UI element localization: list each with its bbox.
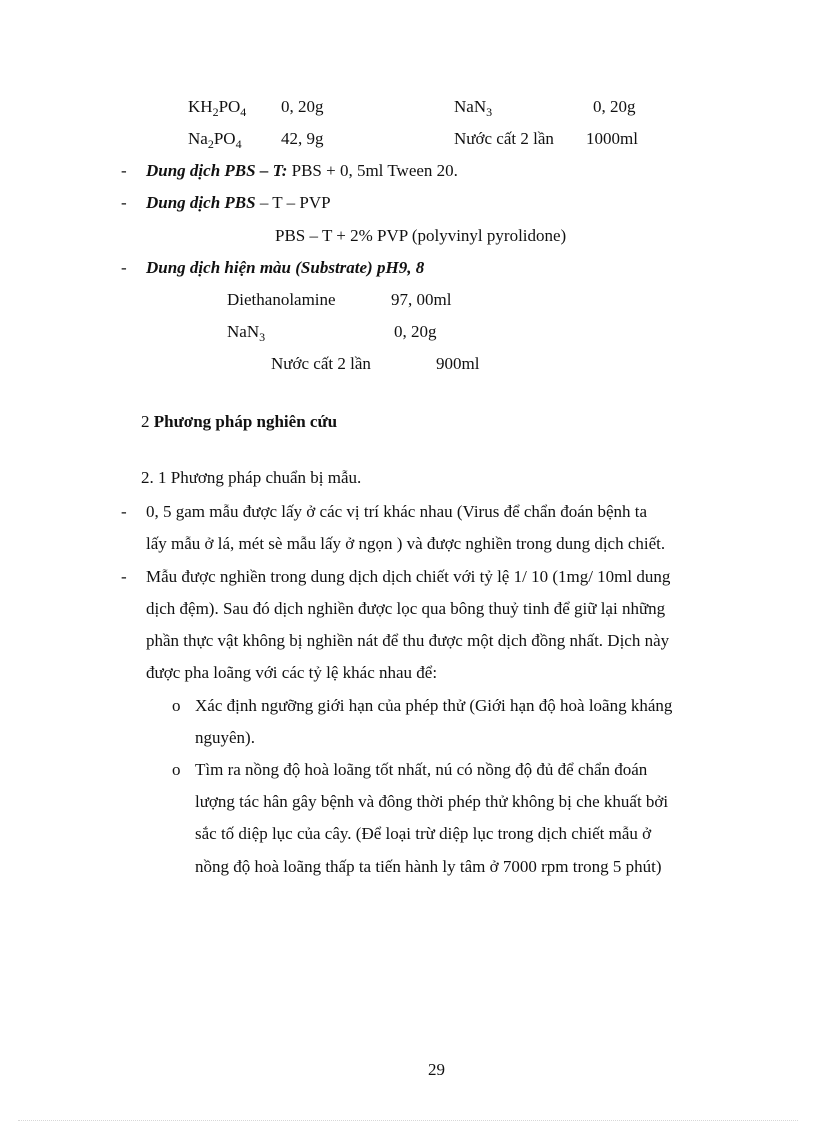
pbs-t-pvp-line (146, 194, 331, 211)
reagent-subscript: 2 (212, 105, 219, 119)
reagent-name-part: NaN (454, 97, 487, 116)
reagent-subscript: 4 (240, 105, 247, 119)
reagent-na2po4 (188, 129, 242, 151)
sub-bullet-line: Tìm ra nồng độ hoà loãng tốt nhất, nú có nồng độ đủ để chẩn đoán (195, 760, 648, 779)
reagent-distilled-water-amount: 1000ml (586, 129, 638, 148)
substrate-label: Dung dịch hiện màu (Substrate) pH9, 8 (146, 258, 425, 277)
pbs-t-pvp-text: – T – PVP (255, 193, 331, 212)
substrate-name-part: NaN (227, 322, 260, 341)
reagent-subscript: 2 (207, 137, 214, 151)
sub-bullet-marker: o (172, 760, 181, 779)
sub-bullet-line: Xác định ngưỡng giới hạn của phép thử (Giới hạn độ hoà loãng kháng (195, 696, 673, 715)
pbs-t-pvp-formula: PBS – T + 2% PVP (polyvinyl pyrolidone) (275, 226, 567, 245)
section-heading (141, 413, 337, 430)
page-number: 29 (428, 1060, 445, 1079)
sub-bullet-line: lượng tác hân gây bệnh và đông thời phép thử không bị che khuất bởi (195, 792, 669, 811)
bullet-dash: - (121, 258, 127, 277)
paragraph-line: phần thực vật không bị nghiền nát để thu được một dịch đồng nhất. Dịch này (146, 631, 670, 650)
sub-bullet-line: nồng độ hoà loãng thấp ta tiến hành ly tâm ở 7000 rpm trong 5 phút) (195, 857, 662, 876)
bullet-dash: - (121, 193, 127, 212)
substrate-item-amount: 900ml (436, 354, 480, 373)
reagent-name-part: PO (218, 97, 241, 116)
reagent-name-part: PO (213, 129, 236, 148)
reagent-distilled-water: Nước cất 2 lần (454, 129, 554, 148)
reagent-name-part: KH (188, 97, 213, 116)
reagent-nan3 (454, 97, 493, 119)
reagent-na2po4-amount: 42, 9g (281, 129, 324, 148)
paragraph-line: lấy mẫu ở lá, mét sè mẫu lấy ở ngọn ) và được nghiền trong dung dịch chiết. (146, 534, 666, 553)
subsection-heading: 2. 1 Phương pháp chuẩn bị mẫu. (141, 468, 362, 487)
section-number: 2 (141, 412, 154, 431)
reagent-kh2po4-amount: 0, 20g (281, 97, 324, 116)
paragraph-line: Mẫu được nghiền trong dung dịch dịch chiết với tỷ lệ 1/ 10 (1mg/ 10ml dung (146, 567, 671, 586)
pbs-t-pvp-label: Dung dịch PBS (146, 193, 256, 212)
substrate-item-name (227, 322, 266, 344)
pbs-t-line (146, 162, 458, 179)
reagent-nan3-amount: 0, 20g (593, 97, 636, 116)
bullet-dash: - (121, 502, 127, 521)
sub-bullet-line: sắc tố diệp lục của cây. (Để loại trừ diệp lục trong dịch chiết mẫu ở (195, 824, 652, 843)
reagent-subscript: 3 (486, 105, 493, 119)
bullet-dash: - (121, 567, 127, 586)
substrate-item-name: Diethanolamine (227, 290, 336, 309)
substrate-item-amount: 0, 20g (394, 322, 437, 341)
substrate-item-amount: 97, 00ml (391, 290, 452, 309)
page-bottom-rule (18, 1120, 798, 1121)
reagent-subscript: 4 (235, 137, 242, 151)
paragraph-line: dịch đệm). Sau đó dịch nghiền được lọc qua bông thuỷ tinh để giữ lại những (146, 599, 666, 618)
reagent-name-part: Na (188, 129, 208, 148)
paragraph-line: được pha loãng với các tỷ lệ khác nhau để: (146, 663, 438, 682)
substrate-item-name: Nước cất 2 lần (271, 354, 371, 373)
substrate-subscript: 3 (259, 330, 266, 344)
section-title: Phương pháp nghiên cứu (153, 412, 338, 431)
reagent-kh2po4 (188, 97, 247, 119)
bullet-dash: - (121, 161, 127, 180)
sub-bullet-line: nguyên). (195, 728, 255, 747)
pbs-t-text: PBS + 0, 5ml Tween 20. (287, 161, 458, 180)
pbs-t-label: Dung dịch PBS – T: (146, 161, 288, 180)
sub-bullet-marker: o (172, 696, 181, 715)
paragraph-line: 0, 5 gam mẫu được lấy ở các vị trí khác nhau (Virus để chẩn đoán bệnh ta (146, 502, 648, 521)
